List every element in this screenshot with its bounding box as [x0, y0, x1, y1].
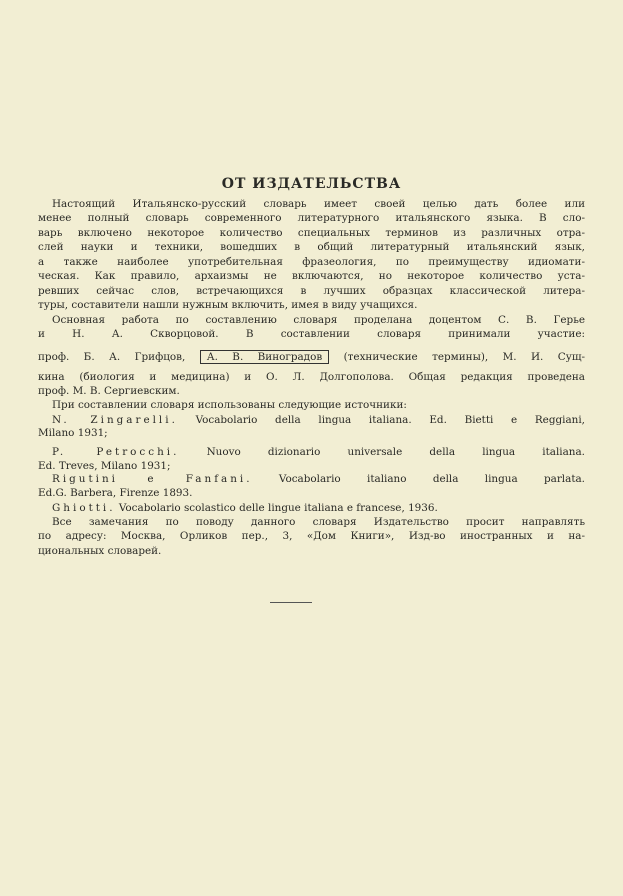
source-author: N. Zingarelli.	[52, 414, 178, 426]
text-line: туры, составители нашли нужным включить, имея в виду учащихся.	[38, 299, 418, 311]
source-line	[52, 502, 585, 515]
text-line: по адресу: Москва, Орликов пер., 3, «Дом Книги», Изд-во иностранных и на-	[38, 530, 585, 542]
text-segment: проф. Б. А. Грифцов,	[38, 351, 186, 363]
source-author: Rigutini e Fanfani.	[52, 473, 253, 485]
source-line	[52, 414, 585, 427]
text-line: циональных словарей.	[38, 545, 162, 557]
text-line: слей науки и техники, вошедших в общий литературный итальянский язык,	[38, 241, 585, 253]
text-line: Основная работа по составлению словаря проделана доцентом С. В. Герье	[52, 314, 585, 326]
text-line: кина (биология и медицина) и О. Л. Долгополова. Общая редакция проведена	[38, 371, 585, 383]
source-line: Milano 1931;	[38, 427, 108, 439]
source-line: Ed.G. Barbera, Firenze 1893.	[38, 487, 193, 499]
text-line	[38, 349, 585, 365]
text-line: проф. М. В. Сергиевским.	[38, 385, 180, 397]
page-title: ОТ ИЗДАТЕЛЬСТВА	[221, 176, 402, 192]
text-segment: (технические термины), М. И. Сущ-	[343, 351, 585, 363]
boxed-name: А. В. Виноградов	[200, 350, 329, 364]
source-author: P. Petrocchi.	[52, 446, 180, 458]
source-title: Nuovo dizionario universale della lingua italiana.	[206, 446, 585, 458]
text-line: а также наиболее употребительная фразеология, по преимуществу идиомати-	[38, 256, 585, 268]
source-author: Ghiotti.	[52, 502, 116, 514]
text-line: менее полный словарь современного литературного итальянского языка. В сло-	[38, 212, 585, 224]
source-line: Ed. Treves, Milano 1931;	[38, 460, 171, 472]
text-line: При составлении словаря использованы следующие источники:	[52, 399, 407, 411]
source-line	[52, 446, 585, 459]
source-title: Vocabolario della lingua italiana. Ed. Bietti e Reggiani,	[195, 414, 585, 426]
text-line: Все замечания по поводу данного словаря Издательство просит направлять	[52, 516, 585, 528]
text-line: и Н. А. Скворцовой. В составлении словаря принимали участие:	[38, 328, 585, 340]
text-line: варь включено некоторое количество специальных терминов из различных отра-	[38, 227, 585, 239]
source-title: Vocabolario scolastico delle lingue italiana e francese, 1936.	[118, 502, 438, 514]
divider	[270, 602, 312, 603]
text-line: Настоящий Итальянско-русский словарь имеет своей целью дать более или	[52, 198, 585, 210]
source-line	[52, 473, 585, 486]
text-line: ревших сейчас слов, встречающихся в лучших образцах классической литера-	[38, 285, 585, 297]
source-title: Vocabolario italiano della lingua parlata.	[278, 473, 585, 485]
text-line: ческая. Как правило, архаизмы не включаются, но некоторое количество уста-	[38, 270, 585, 282]
